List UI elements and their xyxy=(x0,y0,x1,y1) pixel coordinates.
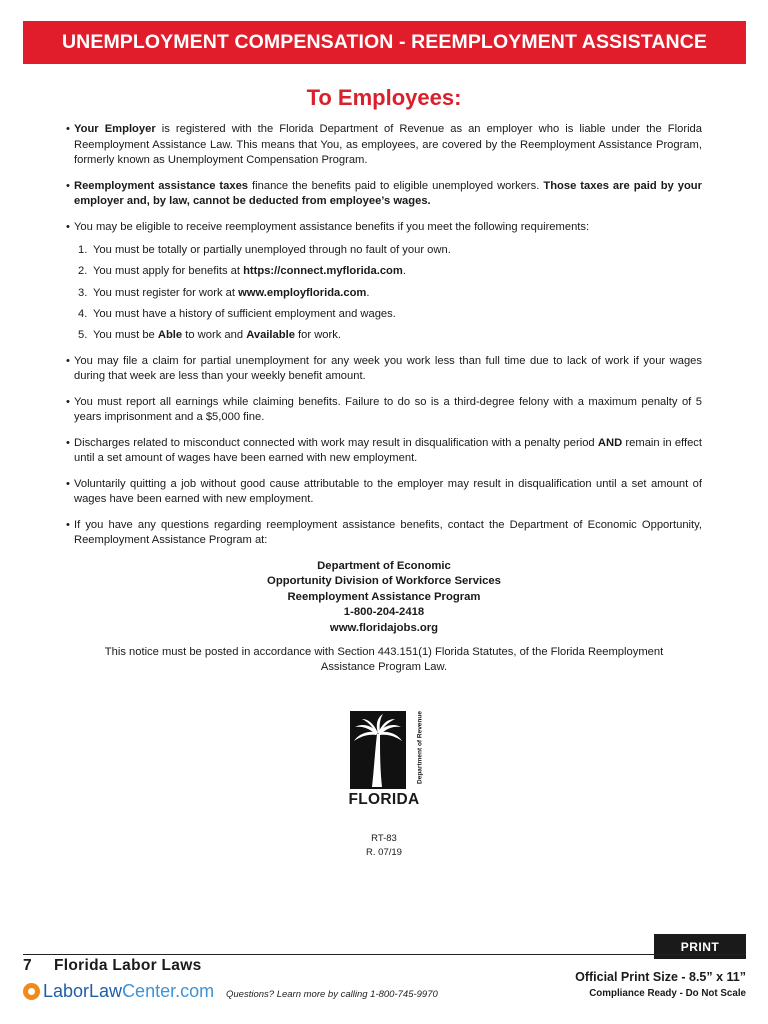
logo-side-text xyxy=(408,711,424,789)
brand-mark-icon xyxy=(23,983,40,1000)
brand-logo-link[interactable] xyxy=(23,981,214,1002)
list-text-mid: to work and xyxy=(182,329,247,342)
form-number: RT-83 xyxy=(371,833,397,844)
contact-line: Reemployment Assistance Program xyxy=(287,590,481,603)
list-number: 2. xyxy=(78,265,88,278)
page-label: Florida Labor Laws xyxy=(54,957,202,974)
print-size-label: Official Print Size - 8.5” x 11” xyxy=(575,970,746,984)
misconduct-text-end: remain in effect until a set amount of wages have been earned with new employment. xyxy=(74,436,702,465)
taxes-emphasis: Those taxes are paid by your employer and, by law, cannot be deducted from employee’s wages. xyxy=(74,179,702,207)
contact-website[interactable]: www.floridajobs.org xyxy=(329,622,439,635)
list-text: You must register for work at xyxy=(93,286,239,299)
brand-name-part2: Center.com xyxy=(122,981,215,1001)
employer-term: Your Employer xyxy=(74,123,156,135)
list-item xyxy=(78,243,702,259)
brand-name-part1: LaborLaw xyxy=(43,981,123,1001)
requirements-list xyxy=(66,243,702,344)
list-text: You must apply for benefits at xyxy=(93,265,244,278)
form-revision: R. 07/19 xyxy=(366,847,402,858)
paragraph-earnings: • You must report all earnings while claiming benefits. Failure to do so is a third-degree felony with a maximum penalty of 5 years imprisonment and a $5,000 fine. xyxy=(66,395,702,426)
available-term: Available xyxy=(246,329,295,342)
logo-wordmark: FLORIDA xyxy=(348,791,420,808)
list-text-end: . xyxy=(402,265,406,278)
list-number: 4. xyxy=(78,307,88,320)
compliance-label: Compliance Ready - Do Not Scale xyxy=(589,988,746,999)
florida-dor-logo xyxy=(348,711,424,811)
list-text-end: . xyxy=(366,286,370,299)
employer-text: is registered with the Florida Department of Revenue as an employer who is liable under the Florida Reemployment Assistance Law. This means that You, as employees, are covered by the Reemployment Assistance Program, formerly known as Unemployment Compensation Program. xyxy=(74,123,703,166)
questions-text: Questions? Learn more by calling 1-800-745-9970 xyxy=(226,989,438,1000)
department-of-revenue-text: Department of Revenue xyxy=(416,711,424,784)
contact-block xyxy=(66,559,702,637)
paragraph-employer xyxy=(66,122,702,169)
list-text-end: for work. xyxy=(294,329,341,342)
list-number: 1. xyxy=(78,244,88,256)
paragraph-eligibility: • You may be eligible to receive reemployment assistance benefits if you meet the following requirements: xyxy=(66,220,702,236)
contact-line: Department of Economic xyxy=(317,559,451,572)
header-banner xyxy=(23,21,746,64)
header-title: UNEMPLOYMENT COMPENSATION - REEMPLOYMENT ASSISTANCE xyxy=(61,31,707,53)
page-subtitle: To Employees: xyxy=(306,85,462,110)
footer-divider xyxy=(23,954,746,955)
employflorida-link[interactable]: www.employflorida.com xyxy=(238,286,367,299)
list-text: You must have a history of sufficient employment and wages. xyxy=(93,307,396,320)
contact-phone[interactable]: 1-800-204-2418 xyxy=(343,606,425,619)
taxes-term: Reemployment assistance taxes xyxy=(74,179,249,192)
form-code xyxy=(0,832,768,860)
print-button[interactable]: PRINT xyxy=(654,934,746,959)
paragraph-partial-claim: • You may file a claim for partial unemployment for any week you work less than full time due to lack of work if your wages during that week are less than your weekly benefit amount. xyxy=(66,354,702,385)
list-number: 5. xyxy=(78,329,88,342)
taxes-text: finance the benefits paid to eligible unemployed workers. xyxy=(248,179,544,192)
list-item xyxy=(78,286,702,302)
list-item xyxy=(78,328,702,344)
connect-link[interactable]: https://connect.myflorida.com xyxy=(243,265,403,278)
misconduct-text: Discharges related to misconduct connected with work may result in disqualification with a penalty period xyxy=(74,436,598,449)
list-number: 3. xyxy=(78,286,88,299)
misconduct-emphasis: AND xyxy=(597,436,623,449)
able-term: Able xyxy=(157,329,183,342)
notice-body xyxy=(66,122,702,676)
paragraph-misconduct xyxy=(66,436,702,467)
posting-notice: This notice must be posted in accordance with Section 443.151(1) Florida Statutes, of the Florida Reemployment Assistance Program Law. xyxy=(104,645,664,674)
page-number: 7 xyxy=(23,957,32,974)
list-text: You must be xyxy=(93,329,158,342)
list-item xyxy=(78,307,702,323)
list-item xyxy=(78,264,702,280)
paragraph-quitting: • Voluntarily quitting a job without good cause attributable to the employer may result in disqualification until a set amount of wages have been earned with new employment. xyxy=(66,477,702,508)
paragraph-taxes xyxy=(66,179,702,210)
contact-line: Opportunity Division of Workforce Services xyxy=(267,575,501,588)
palm-tree-icon xyxy=(350,711,406,789)
list-text: You must be totally or partially unemployed through no fault of your own. xyxy=(93,244,451,256)
paragraph-questions: • If you have any questions regarding reemployment assistance benefits, contact the Department of Economic Opportunity, Reemployment Assistance Program at: xyxy=(66,518,702,549)
